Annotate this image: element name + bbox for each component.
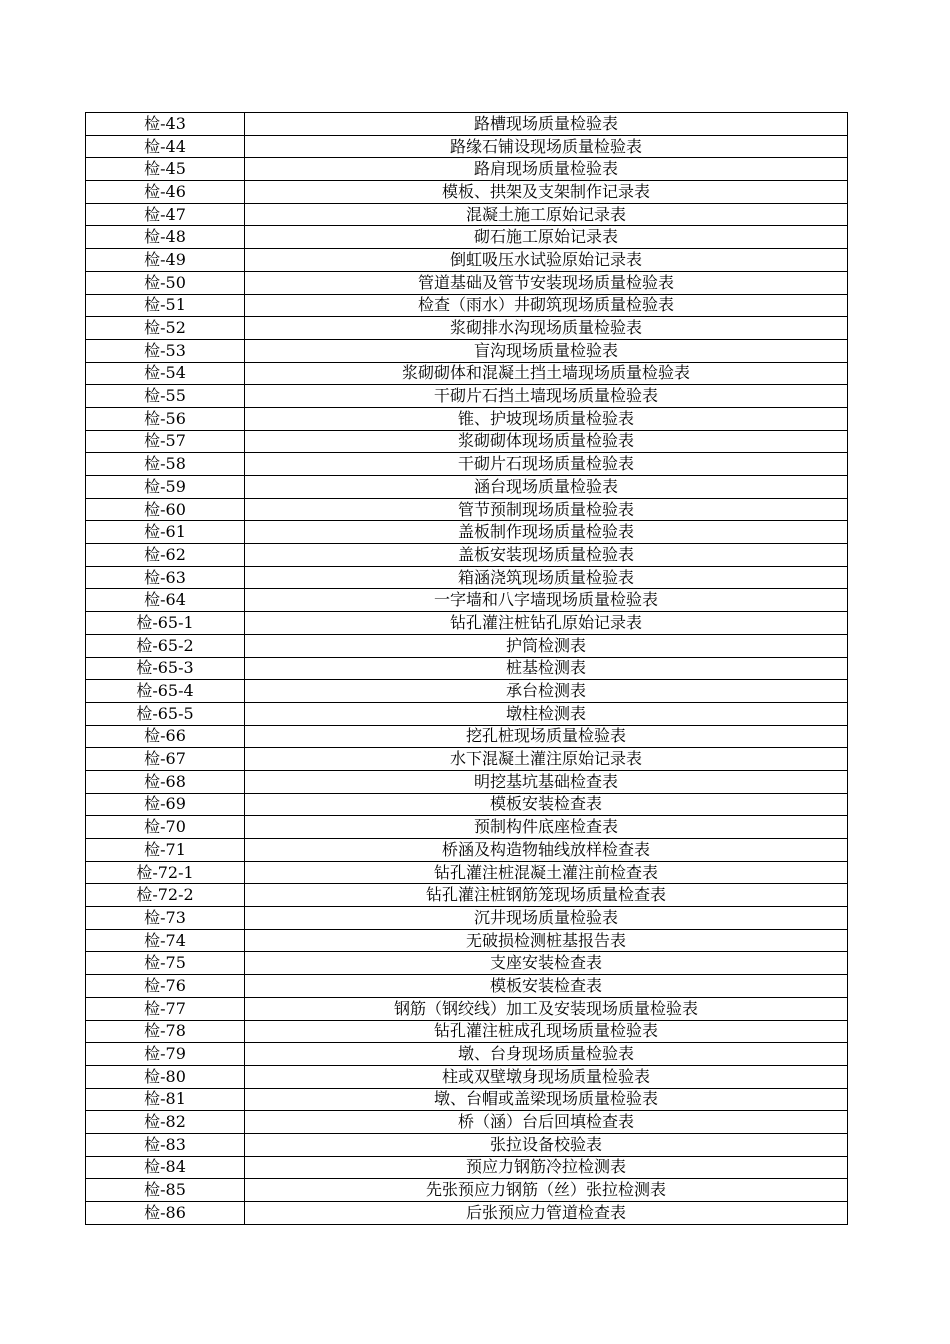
table-row bbox=[86, 430, 848, 453]
form-name-cell: 模板安装检查表 bbox=[245, 793, 848, 816]
form-code-cell: 检-75 bbox=[86, 952, 245, 975]
form-name-cell: 先张预应力钢筋（丝）张拉检测表 bbox=[245, 1179, 848, 1202]
form-name-cell: 支座安装检查表 bbox=[245, 952, 848, 975]
table-row bbox=[86, 1133, 848, 1156]
form-code-cell: 检-50 bbox=[86, 271, 245, 294]
table-row bbox=[86, 113, 848, 136]
form-name-cell: 砌石施工原始记录表 bbox=[245, 226, 848, 249]
table-row bbox=[86, 544, 848, 567]
form-name-cell: 模板安装检查表 bbox=[245, 975, 848, 998]
form-code-cell: 检-80 bbox=[86, 1065, 245, 1088]
table-row bbox=[86, 271, 848, 294]
form-code-cell: 检-77 bbox=[86, 997, 245, 1020]
table-row bbox=[86, 1179, 848, 1202]
form-code-cell: 检-56 bbox=[86, 407, 245, 430]
form-name-cell: 盖板安装现场质量检验表 bbox=[245, 544, 848, 567]
form-code-cell: 检-79 bbox=[86, 1043, 245, 1066]
form-code-cell: 检-45 bbox=[86, 158, 245, 181]
table-row bbox=[86, 407, 848, 430]
form-code-cell: 检-61 bbox=[86, 521, 245, 544]
form-code-cell: 检-69 bbox=[86, 793, 245, 816]
table-row bbox=[86, 634, 848, 657]
form-name-cell: 干砌片石挡土墙现场质量检验表 bbox=[245, 385, 848, 408]
form-name-cell: 锥、护坡现场质量检验表 bbox=[245, 407, 848, 430]
form-name-cell: 一字墙和八字墙现场质量检验表 bbox=[245, 589, 848, 612]
form-name-cell: 路肩现场质量检验表 bbox=[245, 158, 848, 181]
table-row bbox=[86, 1202, 848, 1225]
form-name-cell: 沉井现场质量检验表 bbox=[245, 907, 848, 930]
table-row bbox=[86, 929, 848, 952]
table-row bbox=[86, 748, 848, 771]
form-code-cell: 检-59 bbox=[86, 476, 245, 499]
form-name-cell: 墩柱检测表 bbox=[245, 702, 848, 725]
form-name-cell: 涵台现场质量检验表 bbox=[245, 476, 848, 499]
form-code-cell: 检-52 bbox=[86, 317, 245, 340]
form-code-cell: 检-53 bbox=[86, 339, 245, 362]
table-row bbox=[86, 793, 848, 816]
form-name-cell: 承台检测表 bbox=[245, 680, 848, 703]
table-row bbox=[86, 453, 848, 476]
form-code-cell: 检-72-2 bbox=[86, 884, 245, 907]
form-code-cell: 检-83 bbox=[86, 1133, 245, 1156]
table-row bbox=[86, 1020, 848, 1043]
form-name-cell: 墩、台身现场质量检验表 bbox=[245, 1043, 848, 1066]
form-name-cell: 挖孔桩现场质量检验表 bbox=[245, 725, 848, 748]
form-name-cell: 钻孔灌注桩钻孔原始记录表 bbox=[245, 612, 848, 635]
form-name-cell: 无破损检测桩基报告表 bbox=[245, 929, 848, 952]
table-row bbox=[86, 521, 848, 544]
table-row bbox=[86, 1088, 848, 1111]
form-code-cell: 检-82 bbox=[86, 1111, 245, 1134]
form-code-cell: 检-65-1 bbox=[86, 612, 245, 635]
form-name-cell: 检查（雨水）井砌筑现场质量检验表 bbox=[245, 294, 848, 317]
table-row bbox=[86, 975, 848, 998]
table-row bbox=[86, 385, 848, 408]
form-name-cell: 路槽现场质量检验表 bbox=[245, 113, 848, 136]
form-name-cell: 倒虹吸压水试验原始记录表 bbox=[245, 249, 848, 272]
form-code-cell: 检-65-5 bbox=[86, 702, 245, 725]
form-name-cell: 浆砌砌体和混凝土挡土墙现场质量检验表 bbox=[245, 362, 848, 385]
form-code-cell: 检-84 bbox=[86, 1156, 245, 1179]
form-name-cell: 护筒检测表 bbox=[245, 634, 848, 657]
form-code-cell: 检-68 bbox=[86, 770, 245, 793]
table-row bbox=[86, 680, 848, 703]
form-name-cell: 后张预应力管道检查表 bbox=[245, 1202, 848, 1225]
table-row bbox=[86, 566, 848, 589]
form-code-cell: 检-65-2 bbox=[86, 634, 245, 657]
form-code-cell: 检-60 bbox=[86, 498, 245, 521]
form-index-table-body bbox=[86, 113, 848, 1225]
table-row bbox=[86, 657, 848, 680]
form-code-cell: 检-86 bbox=[86, 1202, 245, 1225]
form-name-cell: 钻孔灌注桩钢筋笼现场质量检查表 bbox=[245, 884, 848, 907]
form-name-cell: 浆砌排水沟现场质量检验表 bbox=[245, 317, 848, 340]
table-row bbox=[86, 1043, 848, 1066]
table-row bbox=[86, 294, 848, 317]
form-index-table bbox=[85, 112, 848, 1225]
form-name-cell: 钻孔灌注桩成孔现场质量检验表 bbox=[245, 1020, 848, 1043]
form-name-cell: 水下混凝土灌注原始记录表 bbox=[245, 748, 848, 771]
table-row bbox=[86, 1065, 848, 1088]
form-code-cell: 检-65-4 bbox=[86, 680, 245, 703]
table-row bbox=[86, 317, 848, 340]
form-name-cell: 预制构件底座检查表 bbox=[245, 816, 848, 839]
table-row bbox=[86, 725, 848, 748]
form-name-cell: 路缘石铺设现场质量检验表 bbox=[245, 135, 848, 158]
table-row bbox=[86, 612, 848, 635]
form-code-cell: 检-49 bbox=[86, 249, 245, 272]
form-name-cell: 明挖基坑基础检查表 bbox=[245, 770, 848, 793]
form-name-cell: 干砌片石现场质量检验表 bbox=[245, 453, 848, 476]
form-code-cell: 检-73 bbox=[86, 907, 245, 930]
table-row bbox=[86, 997, 848, 1020]
form-code-cell: 检-64 bbox=[86, 589, 245, 612]
form-name-cell: 张拉设备校验表 bbox=[245, 1133, 848, 1156]
form-name-cell: 箱涵浇筑现场质量检验表 bbox=[245, 566, 848, 589]
table-row bbox=[86, 1111, 848, 1134]
form-name-cell: 桩基检测表 bbox=[245, 657, 848, 680]
form-code-cell: 检-48 bbox=[86, 226, 245, 249]
form-name-cell: 模板、拱架及支架制作记录表 bbox=[245, 181, 848, 204]
form-name-cell: 预应力钢筋冷拉检测表 bbox=[245, 1156, 848, 1179]
table-row bbox=[86, 952, 848, 975]
form-name-cell: 管道基础及管节安装现场质量检验表 bbox=[245, 271, 848, 294]
table-row bbox=[86, 498, 848, 521]
form-code-cell: 检-51 bbox=[86, 294, 245, 317]
table-row bbox=[86, 1156, 848, 1179]
form-code-cell: 检-62 bbox=[86, 544, 245, 567]
form-code-cell: 检-47 bbox=[86, 203, 245, 226]
table-row bbox=[86, 702, 848, 725]
form-name-cell: 桥（涵）台后回填检查表 bbox=[245, 1111, 848, 1134]
form-code-cell: 检-54 bbox=[86, 362, 245, 385]
table-row bbox=[86, 203, 848, 226]
form-code-cell: 检-85 bbox=[86, 1179, 245, 1202]
form-code-cell: 检-81 bbox=[86, 1088, 245, 1111]
table-row bbox=[86, 135, 848, 158]
table-row bbox=[86, 226, 848, 249]
table-row bbox=[86, 770, 848, 793]
form-name-cell: 桥涵及构造物轴线放样检查表 bbox=[245, 839, 848, 862]
form-code-cell: 检-78 bbox=[86, 1020, 245, 1043]
table-row bbox=[86, 839, 848, 862]
table-row bbox=[86, 861, 848, 884]
form-code-cell: 检-44 bbox=[86, 135, 245, 158]
form-name-cell: 钻孔灌注桩混凝土灌注前检查表 bbox=[245, 861, 848, 884]
form-name-cell: 墩、台帽或盖梁现场质量检验表 bbox=[245, 1088, 848, 1111]
form-code-cell: 检-63 bbox=[86, 566, 245, 589]
form-code-cell: 检-76 bbox=[86, 975, 245, 998]
table-row bbox=[86, 181, 848, 204]
form-code-cell: 检-70 bbox=[86, 816, 245, 839]
table-row bbox=[86, 362, 848, 385]
form-name-cell: 钢筋（钢绞线）加工及安装现场质量检验表 bbox=[245, 997, 848, 1020]
form-name-cell: 盲沟现场质量检验表 bbox=[245, 339, 848, 362]
table-row bbox=[86, 249, 848, 272]
form-code-cell: 检-55 bbox=[86, 385, 245, 408]
table-row bbox=[86, 339, 848, 362]
form-code-cell: 检-43 bbox=[86, 113, 245, 136]
form-code-cell: 检-46 bbox=[86, 181, 245, 204]
form-name-cell: 管节预制现场质量检验表 bbox=[245, 498, 848, 521]
table-row bbox=[86, 158, 848, 181]
table-row bbox=[86, 816, 848, 839]
form-code-cell: 检-65-3 bbox=[86, 657, 245, 680]
table-row bbox=[86, 907, 848, 930]
table-row bbox=[86, 884, 848, 907]
table-row bbox=[86, 476, 848, 499]
form-code-cell: 检-58 bbox=[86, 453, 245, 476]
form-code-cell: 检-57 bbox=[86, 430, 245, 453]
form-code-cell: 检-72-1 bbox=[86, 861, 245, 884]
form-code-cell: 检-66 bbox=[86, 725, 245, 748]
form-name-cell: 混凝土施工原始记录表 bbox=[245, 203, 848, 226]
form-name-cell: 浆砌砌体现场质量检验表 bbox=[245, 430, 848, 453]
form-code-cell: 检-71 bbox=[86, 839, 245, 862]
form-code-cell: 检-74 bbox=[86, 929, 245, 952]
form-name-cell: 盖板制作现场质量检验表 bbox=[245, 521, 848, 544]
table-row bbox=[86, 589, 848, 612]
form-code-cell: 检-67 bbox=[86, 748, 245, 771]
form-name-cell: 柱或双壁墩身现场质量检验表 bbox=[245, 1065, 848, 1088]
